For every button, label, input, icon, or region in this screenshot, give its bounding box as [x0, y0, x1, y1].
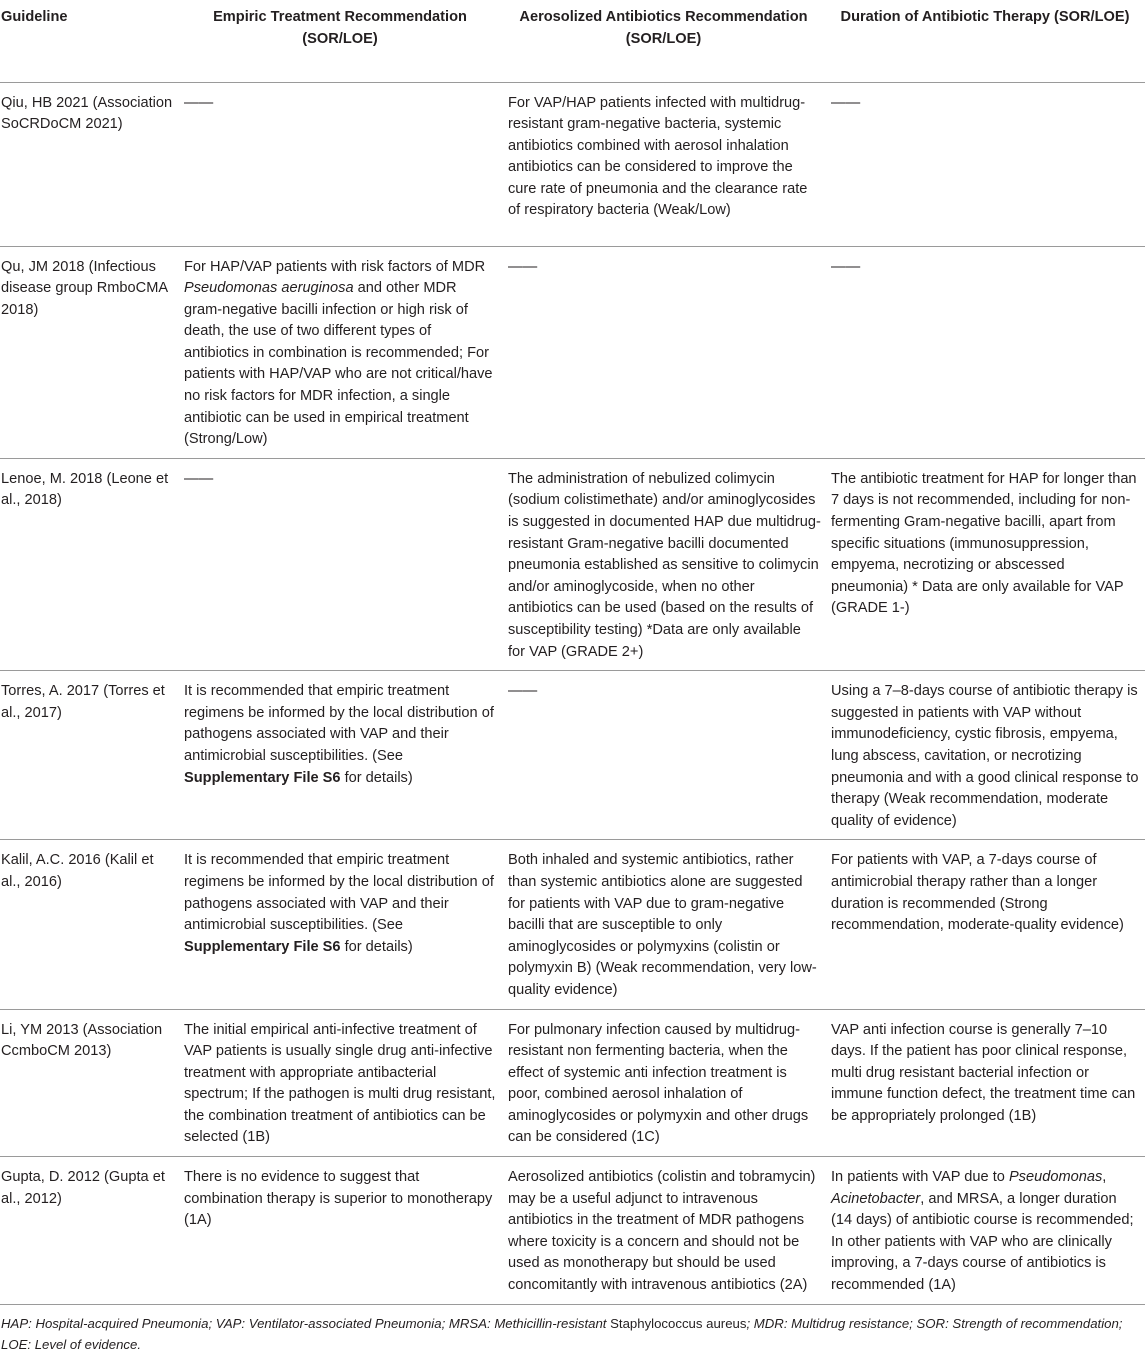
table-row: [0, 1157, 1145, 1305]
cell-empiric: ——: [178, 458, 502, 670]
pathogen-name: Acinetobacter: [831, 1190, 921, 1207]
table-row: [0, 82, 1145, 246]
cell-duration: For patients with VAP, a 7-days course of antimicrobial therapy rather than a longer duration is recommended (Strong recommendation, moderate-quality evidence): [825, 840, 1145, 1009]
table-row: [0, 1009, 1145, 1157]
cell-duration: Using a 7–8-days course of antibiotic therapy is suggested in patients with VAP without immunodeficiency, cystic fibrosis, empyema, lung abscess, cavitation, or necrotizing pneumonia and with a good clinical response to therapy (Weak recommendation, moderate quality of evidence): [825, 671, 1145, 840]
text-run: ,: [1102, 1169, 1107, 1186]
header-aerosolized-antibiotics: Aerosolized Antibiotics Recommendation (SOR/LOE): [502, 0, 825, 82]
table-header-row: [0, 0, 1145, 82]
cell-guideline: Torres, A. 2017 (Torres et al., 2017): [0, 671, 178, 840]
cell-empiric: [178, 246, 502, 458]
cell-empiric: There is no evidence to suggest that combination therapy is superior to monotherapy (1A): [178, 1157, 502, 1305]
cell-duration: [825, 1157, 1145, 1305]
cell-aerosolized: The administration of nebulized colimycin (sodium colistimethate) and/or aminoglycosides is suggested in documented HAP due multidrug-resistant Gram-negative bacilli documented pneumonia established as sensitive to colimycin and/or aminoglycoside, when no other antibiotics can be used (based on the results of susceptibility testing) *Data are only available for VAP (GRADE 2+): [502, 458, 825, 670]
cell-aerosolized: For pulmonary infection caused by multidrug-resistant non fermenting bacteria, when the effect of systemic anti infection treatment is poor, combined aerosol inhalation of aminoglycosides or polymyxin and other drugs can be considered (1C): [502, 1009, 825, 1157]
text-run: and other MDR gram-negative bacilli infection or high risk of death, the use of two different types of antibiotics in combination is recommended; For patients with HAP/VAP who are not critical/have no risk factors for MDR infection, a single antibiotic can be used in empirical treatment (Strong/Low): [184, 280, 493, 448]
table-row: [0, 458, 1145, 670]
cell-empiric: ——: [178, 82, 502, 246]
cell-empiric: [178, 840, 502, 1009]
cell-empiric: [178, 671, 502, 840]
footnote-organism: Staphylococcus aureus: [610, 1315, 747, 1331]
cell-guideline: Kalil, A.C. 2016 (Kalil et al., 2016): [0, 840, 178, 1009]
text-run: It is recommended that empiric treatment regimens be informed by the local distribution of pathogens associated with VAP and their antimicrobial susceptibilities. (See: [184, 852, 494, 934]
text-run: for details): [340, 938, 413, 955]
cell-aerosolized: ——: [502, 246, 825, 458]
footnote-text: HAP: Hospital-acquired Pneumonia; VAP: Ventilator-associated Pneumonia; MRSA: Methicillin-resistant: [1, 1315, 611, 1331]
header-empiric-treatment: Empiric Treatment Recommendation (SOR/LOE): [178, 0, 502, 82]
supplementary-file-reference: Supplementary File S6: [184, 938, 341, 955]
cell-duration: ——: [825, 82, 1145, 246]
cell-duration: ——: [825, 246, 1145, 458]
cell-guideline: Gupta, D. 2012 (Gupta et al., 2012): [0, 1157, 178, 1305]
text-run: , and MRSA, a longer duration (14 days) of antibiotic course is recommended; In other patients with VAP who are clinically improving, a 7-days course of antibiotics is recommended (1A): [831, 1190, 1134, 1294]
cell-aerosolized: For VAP/HAP patients infected with multidrug-resistant gram-negative bacteria, systemic antibiotics combined with aerosol inhalation antibiotics can be considered to improve the cure rate of pneumonia and the clearance rate of respiratory bacteria (Weak/Low): [502, 82, 825, 246]
text-run: for details): [340, 769, 413, 786]
text-run: For HAP/VAP patients with risk factors of MDR: [184, 258, 486, 275]
table-row: [0, 246, 1145, 458]
cell-empiric: The initial empirical anti-infective treatment of VAP patients is usually single drug anti-infective treatment with appropriate antibacterial spectrum; If the pathogen is multi drug resistant, the combination treatment of antibiotics can be selected (1B): [178, 1009, 502, 1157]
pathogen-name: Pseudomonas: [1008, 1169, 1103, 1186]
cell-guideline: Qu, JM 2018 (Infectious disease group RmboCMA 2018): [0, 246, 178, 458]
cell-duration: VAP anti infection course is generally 7–10 days. If the patient has poor clinical response, multi drug resistant bacterial infection or immune function defect, the treatment time can be appropriately prolonged (1B): [825, 1009, 1145, 1157]
header-duration: Duration of Antibiotic Therapy (SOR/LOE): [825, 0, 1145, 82]
cell-guideline: Qiu, HB 2021 (Association SoCRDoCM 2021): [0, 82, 178, 246]
header-guideline: Guideline: [0, 0, 178, 82]
footnote-text: ; MDR: Multidrug resistance; SOR: Strength of recommendation; LOE: Level of evidence.: [1, 1315, 1123, 1352]
cell-aerosolized: Aerosolized antibiotics (colistin and tobramycin) may be a useful adjunct to intravenous antibiotics in the treatment of MDR pathogens where toxicity is a concern and should not be used as monotherapy but should be used concomitantly with intravenous antibiotics (2A): [502, 1157, 825, 1305]
table-row: [0, 671, 1145, 840]
cell-duration: The antibiotic treatment for HAP for longer than 7 days is not recommended, including for non-fermenting Gram-negative bacilli, apart from specific situations (immunosuppression, empyema, necrotizing or abscessed pneumonia) * Data are only available for VAP (GRADE 1-): [825, 458, 1145, 670]
pathogen-name: Pseudomonas aeruginosa: [184, 280, 354, 297]
cell-aerosolized: Both inhaled and systemic antibiotics, rather than systemic antibiotics alone are suggested for patients with VAP due to gram-negative bacilli that are susceptible to only aminoglycosides or polymyxins (colistin or polymyxin B) (Weak recommendation, very low-quality evidence): [502, 840, 825, 1009]
text-run: It is recommended that empiric treatment regimens be informed by the local distribution of pathogens associated with VAP and their antimicrobial susceptibilities. (See: [184, 683, 494, 764]
table-row: [0, 840, 1145, 1009]
table-footnote: [0, 1304, 1145, 1355]
supplementary-file-reference: Supplementary File S6: [184, 769, 341, 786]
cell-guideline: Lenoe, M. 2018 (Leone et al., 2018): [0, 458, 178, 670]
text-run: In patients with VAP due to: [831, 1169, 1009, 1186]
cell-guideline: Li, YM 2013 (Association CcmboCM 2013): [0, 1009, 178, 1157]
cell-aerosolized: ——: [502, 671, 825, 840]
